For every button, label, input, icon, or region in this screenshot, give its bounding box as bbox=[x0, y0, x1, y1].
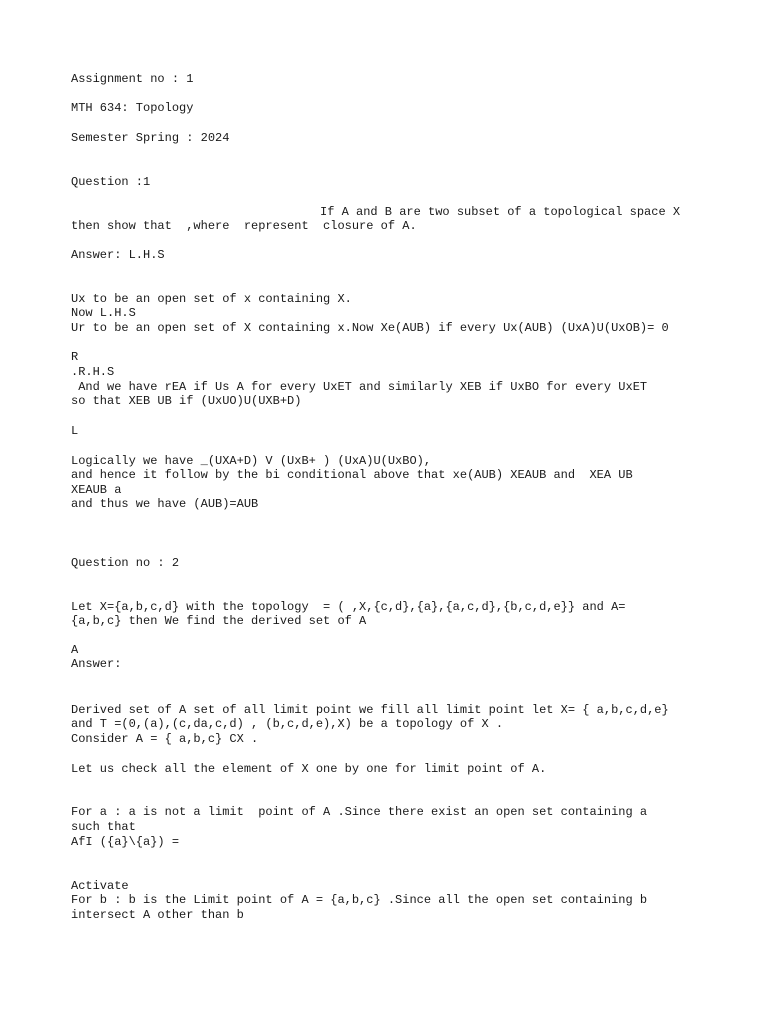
answer-line: Ur to be an open set of X containing x.Now Xe(AUB) if every Ux(AUB) (UxA)U(UxOB)= 0 bbox=[71, 321, 669, 335]
answer-line: For a : a is not a limit point of A .Since there exist an open set containing a bbox=[71, 805, 648, 819]
answer-line: Ux to be an open set of x containing X. bbox=[71, 292, 352, 306]
answer-line: Activate bbox=[71, 879, 129, 893]
answer-line: intersect A other than b bbox=[71, 908, 244, 922]
answer-line: And we have rEA if Us A for every UxET and similarly XEB if UxBO for every UxET bbox=[71, 380, 648, 394]
question2-text: {a,b,c} then We find the derived set of A bbox=[71, 614, 367, 628]
answer-line: Derived set of A set of all limit point we fill all limit point let X= { a,b,c,d,e} bbox=[71, 703, 669, 717]
course-title: MTH 634: Topology bbox=[71, 101, 194, 115]
answer-label: Answer: bbox=[71, 657, 122, 671]
answer-line: Logically we have _(UXA+D) V (UxB+ ) (UxA)U(UxBO), bbox=[71, 454, 432, 468]
answer-label: Answer: L.H.S bbox=[71, 248, 165, 262]
answer-line: .R.H.S bbox=[71, 365, 115, 379]
answer-line: and hence it follow by the bi conditional above that xe(AUB) XEAUB and XEA UB bbox=[71, 468, 633, 482]
answer-line: R bbox=[71, 350, 79, 364]
answer-line: XEAUB a bbox=[71, 483, 122, 497]
semester: Semester Spring : 2024 bbox=[71, 131, 230, 145]
question2-text: Let X={a,b,c,d} with the topology = ( ,X,{c,d},{a},{a,c,d},{b,c,d,e}} and A= bbox=[71, 600, 626, 614]
question1-text: If A and B are two subset of a topological space X bbox=[320, 205, 681, 219]
answer-line: so that XEB UB if (UxUO)U(UXB+D) bbox=[71, 394, 302, 408]
assignment-number: Assignment no : 1 bbox=[71, 72, 194, 86]
answer-line: For b : b is the Limit point of A = {a,b,c} .Since all the open set containing b bbox=[71, 893, 648, 907]
answer-line: Let us check all the element of X one by one for limit point of A. bbox=[71, 762, 547, 776]
answer-line: AfI ({a}\{a}) = bbox=[71, 835, 180, 849]
answer-line: Now L.H.S bbox=[71, 306, 136, 320]
answer-line: and T =(0,(a),(c,da,c,d) , (b,c,d,e),X) be a topology of X . bbox=[71, 717, 504, 731]
answer-line: L bbox=[71, 424, 79, 438]
question1-heading: Question :1 bbox=[71, 175, 151, 189]
question2-heading: Question no : 2 bbox=[71, 556, 180, 570]
answer-line: such that bbox=[71, 820, 136, 834]
answer-line: and thus we have (AUB)=AUB bbox=[71, 497, 259, 511]
set-label: A bbox=[71, 643, 79, 657]
question1-text: then show that ,where represent closure of A. bbox=[71, 219, 417, 233]
answer-line: Consider A = { a,b,c} CX . bbox=[71, 732, 259, 746]
